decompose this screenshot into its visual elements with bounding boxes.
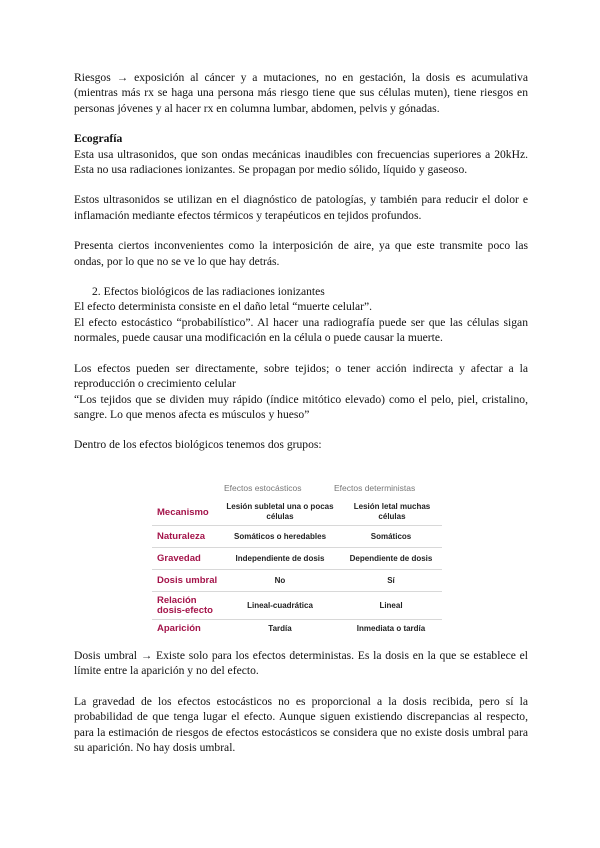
effects-comparison-table [152, 480, 442, 638]
table-column-header-stochastic: Efectos estocásticos [224, 483, 302, 493]
table-cell: Inmediata o tardía [356, 624, 426, 633]
quote-paragraph: “Los tejidos que se dividen muy rápido (índice mitótico elevado) como el pelo, piel, cristalino, sangre. Lo que menos afecta es músculos y hueso” [74, 392, 528, 421]
table-divider [152, 619, 442, 620]
table-cell: Lesión subletal una o pocas células [226, 502, 334, 521]
table-divider [152, 569, 442, 570]
table-row-label: Relación dosis-efecto [157, 595, 213, 616]
ultrasound-paragraph: Esta usa ultrasonidos, que son ondas mecánicas inaudibles con frecuencias superiores a 20kHz. Esta no usa radiaciones ionizantes. Se propagan por medio sólido, líquido y gaseoso. [74, 147, 528, 177]
table-cell: Lineal [379, 601, 403, 610]
table-row-label: Gravedad [157, 553, 201, 564]
section-heading-biological-effects: 2. Efectos biológicos de las radiaciones ionizantes [92, 285, 325, 299]
table-divider [152, 525, 442, 526]
stochastic-paragraph: El efecto estocástico “probabilístico”. Al hacer una radiografía puede ser que las células sigan normales, puede causar una modificación en la célula o puede causar la muerte. [74, 315, 528, 345]
table-cell: No [274, 576, 286, 585]
ultrasound-use-paragraph: Estos ultrasonidos se utilizan en el diagnóstico de patologías, y también para reducir el dolor e inflamación mediante efectos térmicos y terapéuticos en tejidos profundos. [74, 193, 528, 222]
stochastic-severity-paragraph: La gravedad de los efectos estocásticos no es proporcional a la dosis recibida, pero sí la probabilidad de que tenga lugar el efecto. Aunque siguen existiendo discrepancias al respecto, para la estimación de riesgos de efectos estocásticos se considera que no existe dosis umbral para su aparición. No hay dosis umbral. [74, 694, 528, 755]
drawbacks-paragraph: Presenta ciertos inconvenientes como la interposición de aire, ya que este transmite poco las ondas, por lo que no se ve lo que hay detrás. [74, 239, 528, 268]
table-divider [152, 591, 442, 592]
table-cell: Somáticos o heredables [233, 532, 327, 541]
table-row-label: Naturaleza [157, 531, 206, 542]
risks-paragraph: Riesgos → exposición al cáncer y a mutaciones, no en gestación, la dosis es acumulativa (mientras más rx se haga una persona más riesgo tiene que sus células muten), tiene riesgos en personas jóvenes y al hacer rx en columna lumbar, abdomen, pelvis y gónadas. [74, 71, 528, 115]
table-divider [152, 547, 442, 548]
table-cell: Somáticos [370, 532, 412, 541]
table-cell: Dependiente de dosis [349, 554, 433, 563]
threshold-dose-paragraph: Dosis umbral → Existe solo para los efectos deterministas. Es la dosis en la que se establece el límite entre la aparición y no del efecto. [74, 649, 528, 678]
table-cell: Lesión letal muchas células [353, 502, 431, 521]
document-page-lower [74, 648, 528, 755]
effects-paragraph: Los efectos pueden ser directamente, sobre tejidos; o tener acción indirecta y afectar a la reproducción o crecimiento celular [74, 361, 528, 391]
table-cell: Independiente de dosis [235, 554, 325, 563]
document-page [74, 70, 528, 453]
table-column-header-deterministic: Efectos deterministas [334, 483, 416, 493]
table-cell: Sí [387, 576, 395, 585]
two-groups-paragraph: Dentro de los efectos biológicos tenemos dos grupos: [74, 438, 322, 452]
table-cell: Tardía [268, 624, 292, 633]
table-cell: Lineal-cuadrática [247, 601, 313, 610]
deterministic-paragraph: El efecto determinista consiste en el daño letal “muerte celular”. [74, 300, 373, 314]
table-row-label: Dosis umbral [157, 575, 218, 586]
table-row-label: Mecanismo [157, 507, 209, 518]
table-row-label: Aparición [157, 623, 201, 634]
ecografia-heading: Ecografía [74, 132, 123, 146]
